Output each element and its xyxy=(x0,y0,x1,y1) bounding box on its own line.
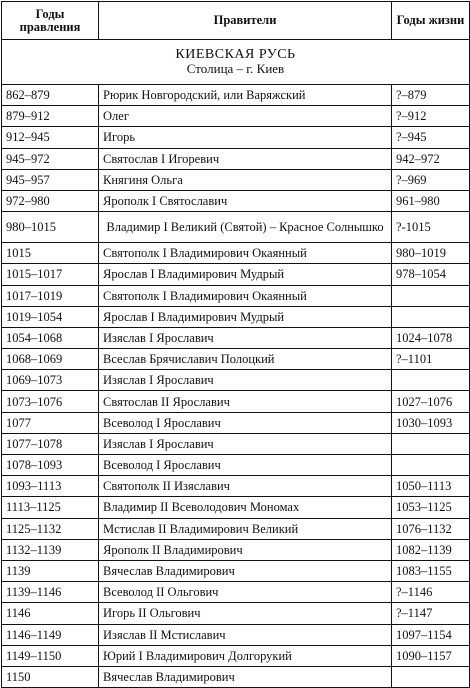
table-row xyxy=(2,349,470,370)
years-cell: 1139 xyxy=(2,560,99,581)
ruler-cell: Владимир I Великий (Святой) – Красное Солнышко xyxy=(99,212,392,243)
ruler-cell: Всеволод II Ольгович xyxy=(99,582,392,603)
years-cell: 1132–1139 xyxy=(2,539,99,560)
table-row xyxy=(2,370,470,391)
section-cell xyxy=(2,40,470,85)
ruler-cell: Вячеслав Владимирович xyxy=(99,560,392,581)
table-row xyxy=(2,391,470,412)
life-cell xyxy=(392,666,470,687)
ruler-cell: Всеволод I Ярославич xyxy=(99,412,392,433)
ruler-cell: Всеволод I Ярославич xyxy=(99,455,392,476)
ruler-cell: Вячеслав Владимирович xyxy=(99,666,392,687)
ruler-cell: Святослав I Игоревич xyxy=(99,148,392,169)
life-cell: 980–1019 xyxy=(392,243,470,264)
ruler-cell: Ярополк I Святославич xyxy=(99,190,392,211)
table-body xyxy=(2,40,470,688)
table-row xyxy=(2,106,470,127)
years-cell: 1146–1149 xyxy=(2,624,99,645)
table-row xyxy=(2,645,470,666)
ruler-cell: Ярополк II Владимирович xyxy=(99,539,392,560)
table-row xyxy=(2,539,470,560)
life-cell: 1030–1093 xyxy=(392,412,470,433)
life-cell: ?–1146 xyxy=(392,582,470,603)
years-cell: 1077 xyxy=(2,412,99,433)
years-cell: 1019–1054 xyxy=(2,306,99,327)
table-row xyxy=(2,148,470,169)
years-cell: 1093–1113 xyxy=(2,476,99,497)
life-cell: ?-1015 xyxy=(392,212,470,243)
ruler-cell: Изяслав I Ярославич xyxy=(99,433,392,454)
life-cell: 1027–1076 xyxy=(392,391,470,412)
life-cell: ?–969 xyxy=(392,169,470,190)
section-subtitle: Столица – г. Киев xyxy=(186,61,285,76)
years-cell: 1015–1017 xyxy=(2,264,99,285)
ruler-cell: Владимир II Всеволодович Мономах xyxy=(99,497,392,518)
table-row xyxy=(2,285,470,306)
ruler-cell: Святополк I Владимирович Окаянный xyxy=(99,285,392,306)
table-row xyxy=(2,412,470,433)
years-header: Годы правления xyxy=(2,2,99,40)
years-cell: 1146 xyxy=(2,603,99,624)
ruler-cell: Святополк I Владимирович Окаянный xyxy=(99,243,392,264)
rulers-header: Правители xyxy=(99,2,392,40)
years-cell: 1149–1150 xyxy=(2,645,99,666)
ruler-cell: Ярослав I Владимирович Мудрый xyxy=(99,306,392,327)
life-cell: ?–1147 xyxy=(392,603,470,624)
life-cell: ?–945 xyxy=(392,127,470,148)
life-cell: 1083–1155 xyxy=(392,560,470,581)
years-cell: 912–945 xyxy=(2,127,99,148)
ruler-cell: Игорь II Ольгович xyxy=(99,603,392,624)
rulers-table xyxy=(1,1,470,688)
ruler-cell: Мстислав II Владимирович Великий xyxy=(99,518,392,539)
life-cell xyxy=(392,455,470,476)
years-cell: 1054–1068 xyxy=(2,327,99,348)
table-row xyxy=(2,169,470,190)
table-row xyxy=(2,190,470,211)
ruler-cell: Рюрик Новгородский, или Варяжский xyxy=(99,85,392,106)
ruler-cell: Изяслав I Ярославич xyxy=(99,370,392,391)
years-cell: 1113–1125 xyxy=(2,497,99,518)
table-row xyxy=(2,497,470,518)
life-cell: 961–980 xyxy=(392,190,470,211)
years-cell: 1069–1073 xyxy=(2,370,99,391)
life-cell: 978–1054 xyxy=(392,264,470,285)
table-row xyxy=(2,582,470,603)
life-cell: 1024–1078 xyxy=(392,327,470,348)
years-cell: 1139–1146 xyxy=(2,582,99,603)
table-row xyxy=(2,518,470,539)
life-cell xyxy=(392,433,470,454)
section-title: КИЕВСКАЯ РУСЬ xyxy=(175,47,296,62)
ruler-cell: Святополк II Изяславич xyxy=(99,476,392,497)
table-row xyxy=(2,624,470,645)
years-cell: 1125–1132 xyxy=(2,518,99,539)
ruler-cell: Изяслав II Мстиславич xyxy=(99,624,392,645)
table-row xyxy=(2,85,470,106)
years-cell: 1015 xyxy=(2,243,99,264)
header-row xyxy=(2,2,470,40)
table-row xyxy=(2,476,470,497)
life-cell: ?–879 xyxy=(392,85,470,106)
years-cell: 1068–1069 xyxy=(2,349,99,370)
life-cell: 942–972 xyxy=(392,148,470,169)
ruler-cell: Игорь xyxy=(99,127,392,148)
years-cell: 1077–1078 xyxy=(2,433,99,454)
life-cell: 1090–1157 xyxy=(392,645,470,666)
years-cell: 1078–1093 xyxy=(2,455,99,476)
years-cell: 945–972 xyxy=(2,148,99,169)
years-cell: 972–980 xyxy=(2,190,99,211)
table-row xyxy=(2,327,470,348)
life-cell xyxy=(392,370,470,391)
ruler-cell: Изяслав I Ярославич xyxy=(99,327,392,348)
life-cell: ?–912 xyxy=(392,106,470,127)
life-cell: 1082–1139 xyxy=(392,539,470,560)
table-row xyxy=(2,127,470,148)
years-cell: 862–879 xyxy=(2,85,99,106)
life-cell xyxy=(392,306,470,327)
table-row xyxy=(2,212,470,243)
years-cell: 1073–1076 xyxy=(2,391,99,412)
life-cell: 1076–1132 xyxy=(392,518,470,539)
table-row xyxy=(2,560,470,581)
life-cell: 1053–1125 xyxy=(392,497,470,518)
life-cell: ?–1101 xyxy=(392,349,470,370)
life-cell xyxy=(392,285,470,306)
years-cell: 945–957 xyxy=(2,169,99,190)
table-row xyxy=(2,455,470,476)
table-row xyxy=(2,433,470,454)
table-row xyxy=(2,666,470,687)
years-cell: 879–912 xyxy=(2,106,99,127)
ruler-cell: Святослав II Ярославич xyxy=(99,391,392,412)
life-cell: 1050–1113 xyxy=(392,476,470,497)
ruler-cell: Ярослав I Владимирович Мудрый xyxy=(99,264,392,285)
table-row xyxy=(2,306,470,327)
life-cell: 1097–1154 xyxy=(392,624,470,645)
years-cell: 1150 xyxy=(2,666,99,687)
ruler-cell: Всеслав Брячиславич Полоцкий xyxy=(99,349,392,370)
ruler-cell: Олег xyxy=(99,106,392,127)
table-row xyxy=(2,243,470,264)
years-cell: 1017–1019 xyxy=(2,285,99,306)
ruler-cell: Княгиня Ольга xyxy=(99,169,392,190)
years-cell: 980–1015 xyxy=(2,212,99,243)
section-row xyxy=(2,40,470,85)
life-header: Годы жизни xyxy=(392,2,470,40)
ruler-cell: Юрий I Владимирович Долгорукий xyxy=(99,645,392,666)
table-row xyxy=(2,264,470,285)
